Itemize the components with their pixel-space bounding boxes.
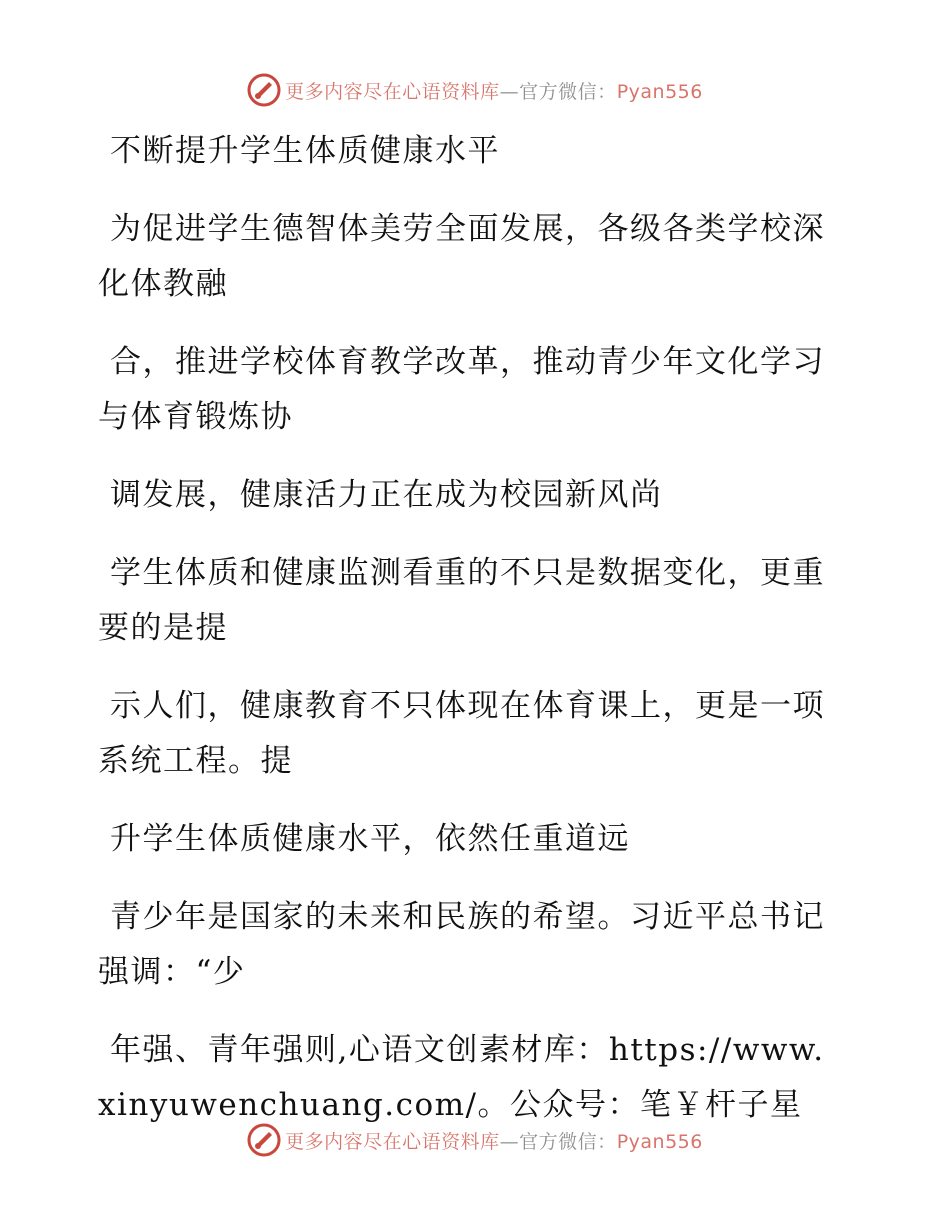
paragraph: 青少年是国家的未来和民族的希望。习近平总书记强调：“少 — [98, 899, 825, 990]
paragraph: 示人们，健康教育不只体现在体育课上，更是一项系统工程。提 — [98, 688, 825, 779]
paragraph: 调发展，健康活力正在成为校园新风尚 — [110, 477, 663, 513]
footer-banner-dash: — — [499, 1130, 520, 1153]
header-banner-id: Pyan556 — [616, 80, 703, 103]
document-body — [98, 124, 838, 1156]
footer-banner — [0, 1120, 950, 1160]
paragraph: 不断提升学生体质健康水平 — [110, 133, 500, 169]
footer-banner-text — [285, 1127, 703, 1154]
paragraph: 年强、青年强则,心语文创素材库：https://www.xinyuwenchuang.com/。公众号：笔￥杆子星 — [98, 1032, 825, 1123]
paragraph: 学生体质和健康监测看重的不只是数据变化，更重要的是提 — [98, 555, 825, 646]
paragraph: 合，推进学校体育教学改革，推动青少年文化学习与体育锻炼协 — [98, 344, 825, 435]
logo-icon — [247, 1123, 281, 1157]
footer-banner-id: Pyan556 — [616, 1130, 703, 1153]
paragraph: 为促进学生德智体美劳全面发展，各级各类学校深化体教融 — [98, 211, 825, 302]
paragraph: 升学生体质健康水平，依然任重道远 — [110, 821, 630, 857]
header-banner — [0, 70, 950, 110]
footer-banner-main: 更多内容尽在心语资料库 — [285, 1130, 500, 1153]
footer-banner-label: 官方微信： — [519, 1130, 617, 1153]
header-banner-dash: — — [499, 80, 520, 103]
logo-icon — [247, 73, 281, 107]
header-banner-label: 官方微信： — [519, 80, 617, 103]
header-banner-text — [285, 77, 703, 104]
header-banner-main: 更多内容尽在心语资料库 — [285, 80, 500, 103]
